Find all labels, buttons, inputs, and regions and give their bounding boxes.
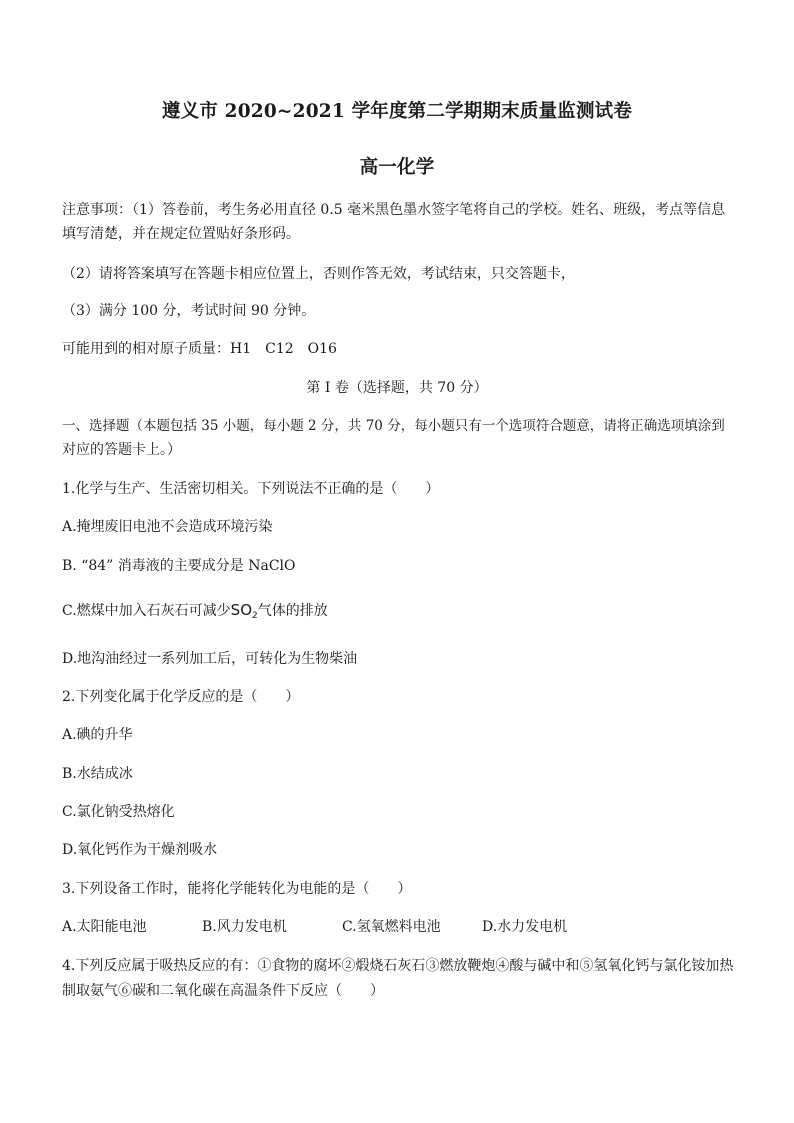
q2-option-b: B.水结成冰: [62, 766, 133, 782]
q3-option-c: C.氢氧燃料电池: [342, 919, 441, 935]
q1-option-c: [62, 598, 734, 628]
section-intro-line-1: 一、选择题（本题包括 35 小题，每小题 2 分，共 70 分，每小题只有一个选项符合题意，请将正确选项填涂到: [62, 418, 725, 434]
exam-title: 遵义市 2020~2021 学年度第二学期期末质量监测试卷: [161, 101, 633, 122]
q4-stem-line-2: 制取氨气⑥碳和二氧化碳在高温条件下反应（ ）: [62, 983, 384, 999]
q1-option-b: B. “84” 消毒液的主要成分是 NaClO: [62, 558, 296, 574]
notice-line-1: 注意事项：（1）答卷前，考生务必用直径 0.5 毫米黑色墨水签字笔将自己的学校。姓名、班级，考点等信息: [62, 202, 726, 218]
so2-formula: $SO_2$: [230, 601, 258, 621]
q1-option-a: A.掩埋废旧电池不会造成环境污染: [62, 519, 273, 535]
subject-title: 高一化学: [359, 157, 435, 178]
q3-option-d: D.水力发电机: [482, 919, 568, 935]
q2-option-c: C.氯化钠受热熔化: [62, 804, 175, 820]
q2-option-d: D.氧化钙作为干燥剂吸水: [62, 842, 218, 858]
section-intro-line-2: 对应的答题卡上。）: [62, 442, 181, 458]
volume-heading: 第 I 卷（选择题，共 70 分）: [306, 380, 488, 396]
q3-stem: 3.下列设备工作时，能将化学能转化为电能的是（ ）: [62, 881, 412, 897]
q2-stem: 2.下列变化属于化学反应的是（ ）: [62, 689, 300, 705]
q4-stem-line-1: 4.下列反应属于吸热反应的有：①食物的腐坏②煅烧石灰石③燃放鞭炮④酸与碱中和⑤氢氧化钙与氯化铵加热: [62, 958, 734, 974]
q3-option-b: B.风力发电机: [202, 919, 287, 935]
q1-stem: 1.化学与生产、生活密切相关。下列说法不正确的是（ ）: [62, 481, 440, 497]
notice-item-2: （2）请将答案填写在答题卡相应位置上，否则作答无效，考试结束，只交答题卡，: [62, 266, 575, 282]
notice-line-2: 填写清楚，并在规定位置贴好条形码。: [62, 226, 300, 242]
q2-option-a: A.碘的升华: [62, 727, 133, 743]
q1-option-c-text: C.燃煤中加入石灰石可减少: [62, 603, 231, 619]
notice-item-3: （3）满分 100 分，考试时间 90 分钟。: [62, 303, 316, 319]
q1-option-c-text-end: 气体的排放: [257, 603, 328, 619]
q1-option-d: D.地沟油经过一系列加工后，可转化为生物柴油: [62, 651, 358, 667]
atomic-mass-line: 可能用到的相对原子质量：H1 C12 O16: [62, 341, 337, 357]
q3-option-a: A.太阳能电池: [62, 919, 147, 935]
